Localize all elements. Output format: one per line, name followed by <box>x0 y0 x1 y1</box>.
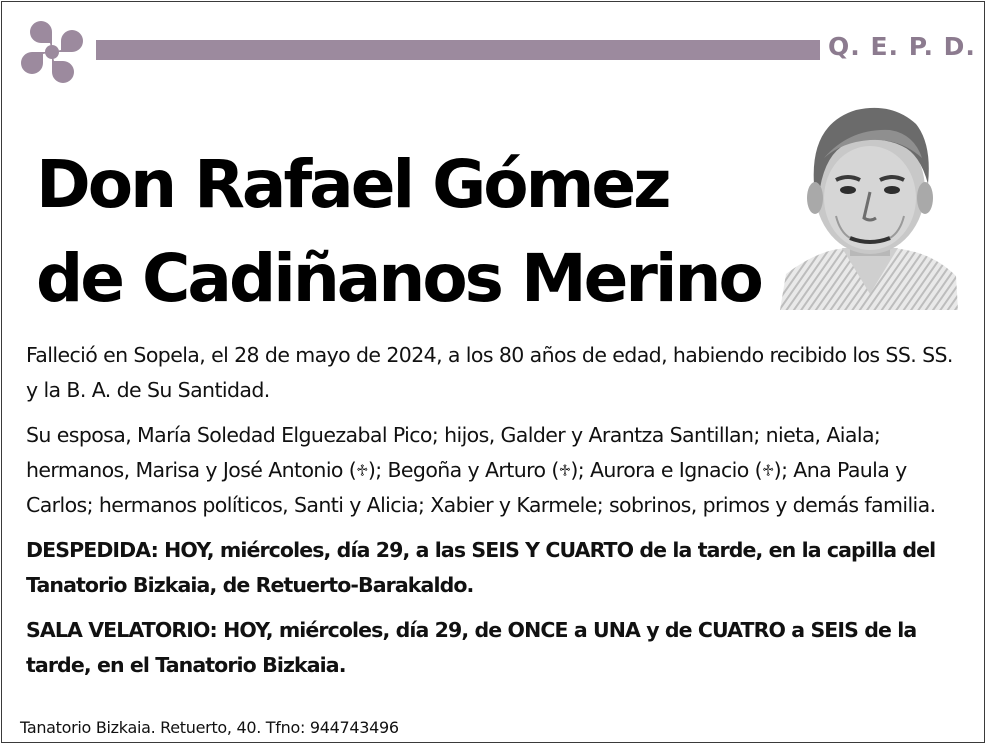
obituary-notice <box>1 1 985 743</box>
name-line-1: Don Rafael Gómez <box>36 146 669 223</box>
family-paragraph <box>26 418 966 523</box>
family-text-b: ); Begoña y Arturo ( <box>367 458 559 482</box>
family-text-a: Su esposa, María Soledad Elguezabal Pico; hijos, Galder y Arantza Santillan; nieta, Aiala; hermanos, Marisa y José Antonio ( <box>26 423 881 482</box>
farewell-paragraph: DESPEDIDA: HOY, miércoles, día 29, a las SEIS Y CUARTO de la tarde, en la capilla del Tanatorio Bizkaia, de Retuerto-Barakaldo. <box>26 538 936 597</box>
portrait-photo <box>780 98 958 310</box>
lauburu-icon <box>10 10 94 94</box>
family-text-c: ); Aurora e Ignacio ( <box>570 458 763 482</box>
name-line-2: de Cadiñanos Merino <box>36 240 761 317</box>
death-paragraph: Falleció en Sopela, el 28 de mayo de 2024, a los 80 años de edad, habiendo recibido los SS. SS. y la B. A. de Su Santidad. <box>26 343 953 402</box>
cross-icon: ♱ <box>762 461 774 480</box>
header-bar <box>96 40 820 60</box>
qepd-label: Q. E. P. D. <box>828 32 976 61</box>
cross-icon: ♱ <box>356 461 368 480</box>
deceased-name <box>36 138 796 326</box>
family-text-d: ); Ana Paula y Carlos; hermanos políticos, Santi y Alicia; Xabier y Karmele; sobrinos, primos y demás familia. <box>26 458 936 517</box>
cross-icon: ♱ <box>558 461 571 480</box>
notice-body <box>26 338 966 693</box>
funeral-home-footer: Tanatorio Bizkaia. Retuerto, 40. Tfno: 944743496 <box>20 718 399 737</box>
wake-paragraph: SALA VELATORIO: HOY, miércoles, día 29, de ONCE a UNA y de CUATRO a SEIS de la tarde, en el Tanatorio Bizkaia. <box>26 618 917 677</box>
